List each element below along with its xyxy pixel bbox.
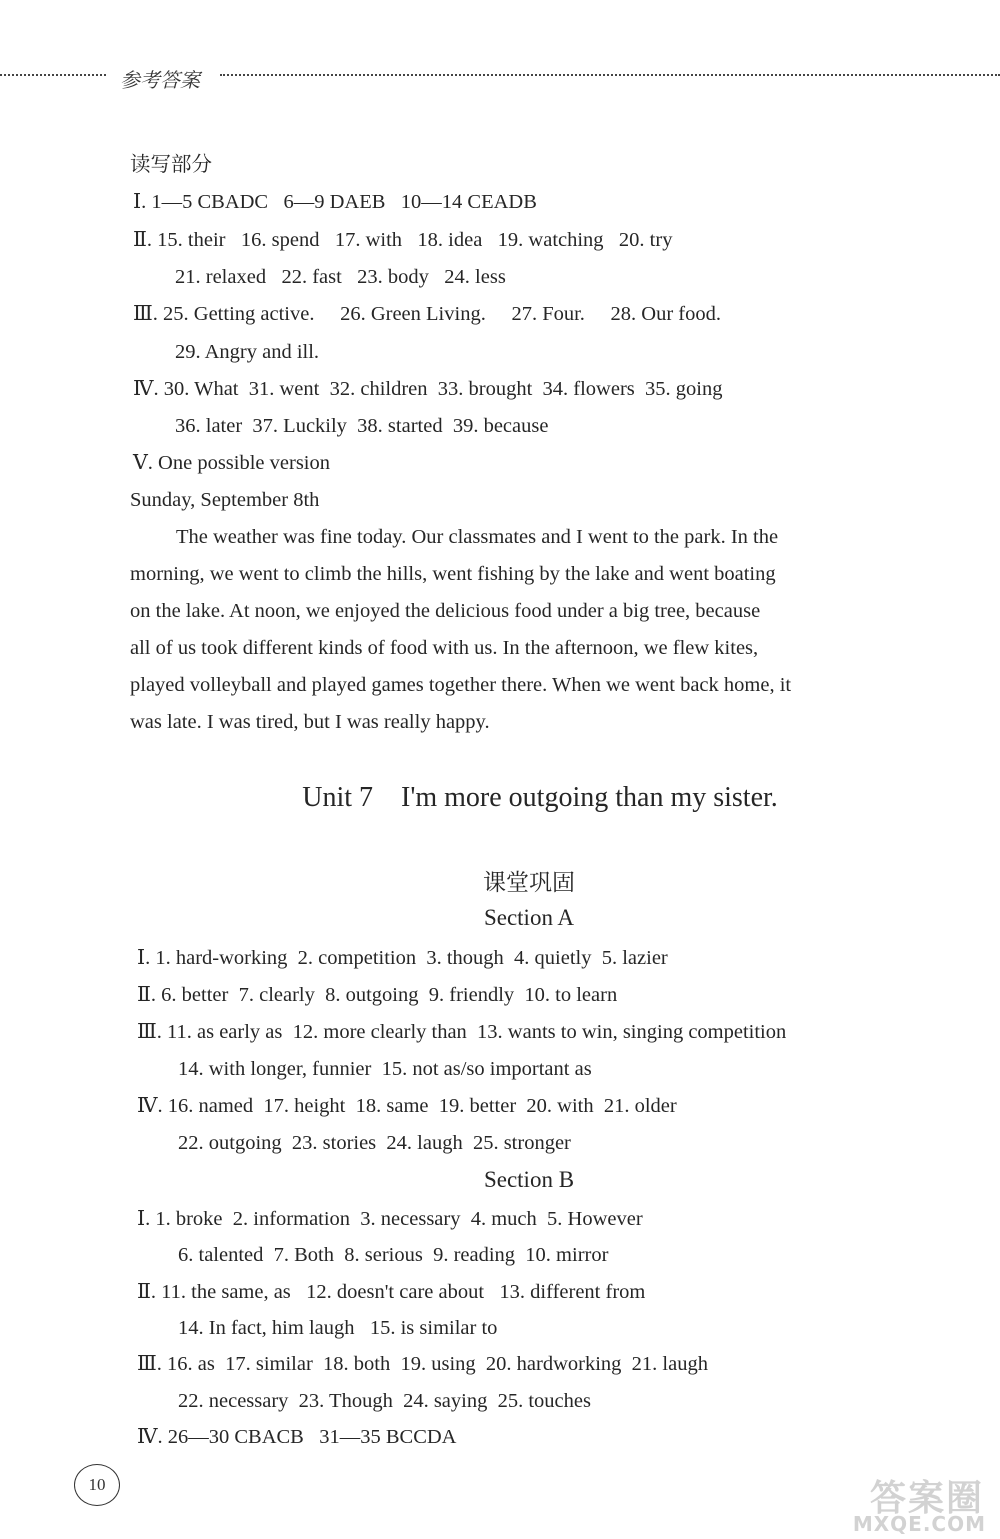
- header-dotted-rule-left: [0, 74, 106, 76]
- essay-line: on the lake. At noon, we enjoyed the delicious food under a big tree, because: [130, 600, 761, 622]
- essay-line: was late. I was tired, but I was really happy.: [130, 711, 490, 733]
- essay-date: Sunday, September 8th: [130, 489, 320, 511]
- answer-line: Ⅱ. 15. their 16. spend 17. with 18. idea 19. watching 20. try: [133, 229, 673, 251]
- answer-line: Ⅳ. 26—30 CBACB 31—35 BCCDA: [137, 1426, 457, 1448]
- section-b-heading: Section B: [483, 1167, 575, 1192]
- header-title: 参考答案: [120, 70, 200, 92]
- answer-line: Ⅲ. 11. as early as 12. more clearly than 13. wants to win, singing competition: [137, 1021, 787, 1043]
- answer-line: Ⅳ. 30. What 31. went 32. children 33. brought 34. flowers 35. going: [133, 378, 723, 400]
- page-header: [0, 60, 1000, 100]
- answer-line: 6. talented 7. Both 8. serious 9. reading 10. mirror: [178, 1244, 609, 1266]
- answer-line: 36. later 37. Luckily 38. started 39. because: [175, 415, 549, 437]
- answer-line: Ⅰ. 1—5 CBADC 6—9 DAEB 10—14 CEADB: [133, 191, 537, 213]
- answer-line: 22. necessary 23. Though 24. saying 25. touches: [178, 1390, 591, 1412]
- answer-line: 29. Angry and ill.: [175, 341, 320, 363]
- unit-title: Unit 7 I'm more outgoing than my sister.: [302, 782, 778, 813]
- answer-line: Ⅰ. 1. broke 2. information 3. necessary 4. much 5. However: [137, 1208, 643, 1230]
- answer-line: Ⅲ. 16. as 17. similar 18. both 19. using 20. hardworking 21. laugh: [137, 1353, 708, 1375]
- answer-line: Ⅱ. 6. better 7. clearly 8. outgoing 9. friendly 10. to learn: [137, 984, 618, 1006]
- answer-line: Ⅴ. One possible version: [133, 452, 331, 474]
- answer-line: Ⅲ. 25. Getting active. 26. Green Living. 27. Four. 28. Our food.: [133, 303, 721, 325]
- answer-line: Ⅱ. 11. the same, as 12. doesn't care about 13. different from: [137, 1281, 646, 1303]
- practice-heading: 课堂巩固: [483, 870, 575, 895]
- page-number: 10: [74, 1464, 120, 1506]
- answer-line: Ⅰ. 1. hard-working 2. competition 3. though 4. quietly 5. lazier: [137, 947, 668, 969]
- answer-line: 21. relaxed 22. fast 23. body 24. less: [175, 266, 506, 288]
- watermark-text-en: MXQE.COM: [852, 1512, 986, 1536]
- answer-line: Ⅳ. 16. named 17. height 18. same 19. better 20. with 21. older: [137, 1095, 677, 1117]
- answer-line: 14. In fact, him laugh 15. is similar to: [178, 1317, 498, 1339]
- watermark-logo: [820, 1470, 990, 1536]
- essay-line: morning, we went to climb the hills, went fishing by the lake and went boating: [130, 563, 776, 585]
- essay-line: all of us took different kinds of food with us. In the afternoon, we flew kites,: [130, 637, 759, 659]
- section-heading: 读写部分: [130, 154, 212, 176]
- section-a-heading: Section A: [483, 905, 575, 930]
- watermark-text-cn: 答案圈: [869, 1478, 984, 1519]
- header-dotted-rule-right: [220, 74, 1000, 76]
- answer-line: 14. with longer, funnier 15. not as/so important as: [178, 1058, 592, 1080]
- essay-line: played volleyball and played games together there. When we went back home, it: [130, 674, 792, 696]
- essay-line: The weather was fine today. Our classmates and I went to the park. In the: [176, 526, 779, 548]
- answer-line: 22. outgoing 23. stories 24. laugh 25. stronger: [178, 1132, 571, 1154]
